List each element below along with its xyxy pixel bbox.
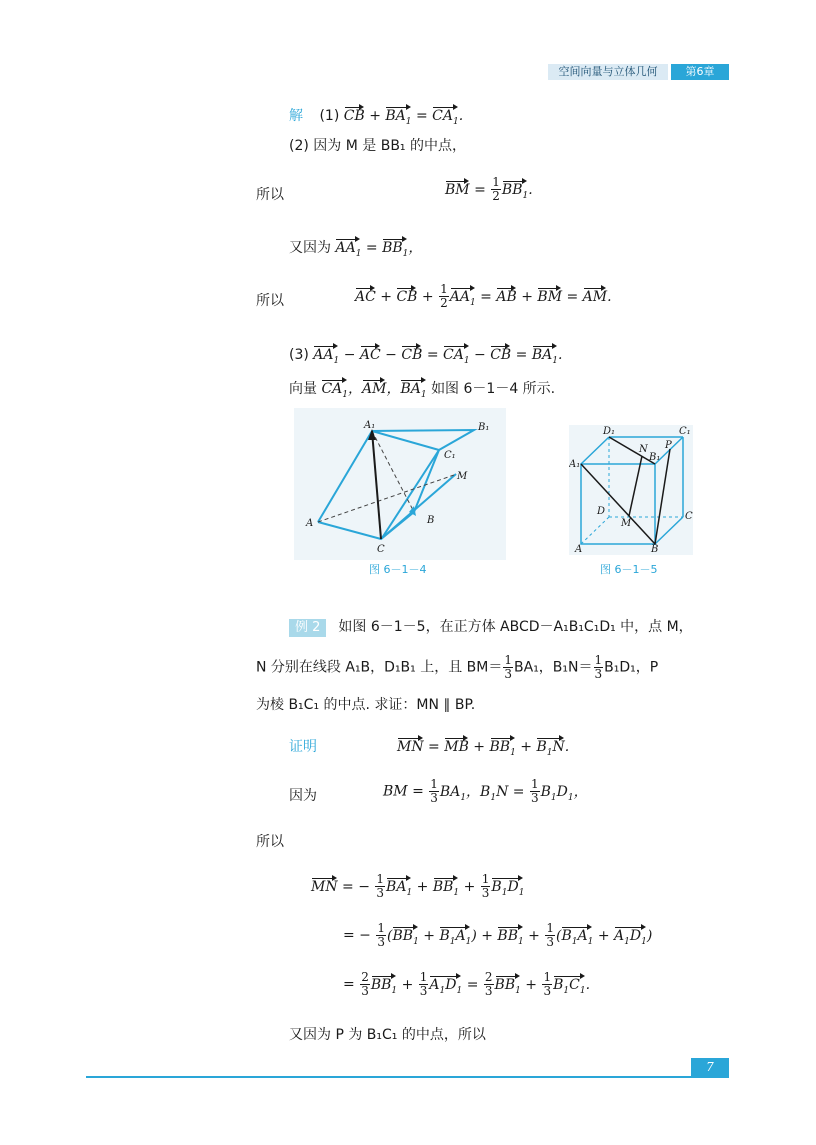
solution-part2: (2) 因为 M 是 BB₁ 的中点，: [289, 138, 466, 154]
svg-text:A: A: [306, 518, 314, 529]
vectors-text-a: 向量: [289, 381, 317, 397]
figure-6-1-5: [569, 425, 693, 555]
vectors-text-b: 如图 6－1－4 所示.: [431, 381, 556, 397]
svg-text:C₁: C₁: [444, 450, 456, 461]
figure-6-1-4-caption: 图 6－1－4: [369, 563, 427, 576]
part3-prefix: (3): [289, 347, 309, 363]
figure-6-1-4: [294, 408, 506, 560]
proof-equation-2: BM = $\frac{1}{3}$ $BA_1$，$B_1N$ = $\frac{1}{3}$ $B_1D_1$，: [383, 777, 588, 805]
also-because-label: 又因为: [289, 240, 331, 256]
svg-text:D: D: [597, 506, 606, 517]
svg-text:B₁: B₁: [649, 452, 661, 463]
svg-text:C: C: [377, 544, 385, 555]
so-label-proof: 所以: [256, 834, 284, 850]
svg-text:C: C: [685, 511, 693, 522]
chapter-number: 第6章: [671, 64, 729, 80]
example2-line2: N 分别在线段 A₁B，D₁B₁ 上，且 BM＝ $\frac{1}{3}$ BA₁，B₁N＝ $\frac{1}{3}$ B₁D₁，P: [256, 653, 659, 681]
also-because-line: 又因为 $AA_1 = BB_1$，: [289, 238, 422, 264]
svg-text:M: M: [457, 471, 468, 482]
svg-text:B: B: [651, 544, 659, 555]
part1-prefix: (1): [319, 108, 340, 124]
proof-label: 证明: [289, 739, 317, 755]
proof-equation-1: MN = MB + $BB_1 + B_1N$.: [397, 737, 569, 763]
proof-equation-3: MN = − $\frac{1}{3}$ $BA_1 + BB_1$ + $\frac{1}{3}$ $B_1D_1$: [311, 873, 524, 902]
example-badge: 例 2: [289, 619, 326, 637]
proof-equation-4: = − $\frac{1}{3}$ $(BB_1 + B_1A_1) + BB_1$ + $\frac{1}{3}$ $(B_1A_1 + A_1D_1)$: [343, 922, 652, 951]
example2-line2-c: B₁D₁，P: [604, 659, 659, 676]
svg-text:A₁: A₁: [364, 420, 376, 431]
svg-text:C₁: C₁: [679, 426, 691, 437]
proof-last-line: 又因为 P 为 B₁C₁ 的中点，所以: [289, 1027, 486, 1043]
svg-text:A: A: [575, 544, 583, 555]
page-number: 7: [691, 1058, 729, 1076]
example2-line3: 为棱 B₁C₁ 的中点. 求证：MN ∥ BP.: [256, 697, 476, 713]
chapter-title: 空间向量与立体几何: [548, 64, 668, 80]
because-label: 因为: [289, 788, 317, 804]
so-label-2: 所以: [256, 293, 284, 309]
figure-6-1-5-caption: 图 6－1－5: [600, 563, 658, 576]
solution-label: 解: [289, 108, 303, 124]
proof-equation-5: = $\frac{2}{3}$ $BB_1$ + $\frac{1}{3}$ $A_1D_1$ = $\frac{2}{3}$ $BB_1$ + $\frac{1}{3}$ $B_1C_1$.: [343, 971, 590, 1000]
vectors-description: 向量 $CA_1$，AM，$BA_1$ 如图 6－1－4 所示.: [289, 379, 555, 405]
svg-text:B₁: B₁: [478, 422, 490, 433]
equation-bm: BM = $\frac{1}{2}$ $BB_1$.: [445, 176, 533, 205]
page-header: [548, 64, 729, 80]
example2-line2-a: N 分别在线段 A₁B，D₁B₁ 上，且 BM＝: [256, 659, 503, 676]
example2-line1-text: 如图 6－1－5，在正方体 ABCD－A₁B₁C₁D₁ 中，点 M，: [338, 619, 693, 635]
example2-line2-b: BA₁，B₁N＝: [514, 659, 593, 676]
equation-sum: AC + CB + $\frac{1}{2}$ $AA_1$ = AB + BM = AM.: [355, 283, 612, 312]
svg-text:N: N: [639, 444, 648, 455]
solution-part1: 解 (1) CB + $BA_1 = CA_1$.: [289, 106, 463, 132]
footer-rule: [86, 1076, 729, 1078]
svg-text:P: P: [665, 440, 672, 451]
svg-text:A₁: A₁: [569, 459, 581, 470]
so-label-1: 所以: [256, 187, 284, 203]
svg-text:B: B: [427, 515, 435, 526]
svg-text:D₁: D₁: [603, 426, 616, 437]
solution-part3: (3) $AA_1$ − AC − CB = $CA_1$ − CB = $BA_1$.: [289, 345, 562, 371]
example2-line1: [289, 617, 693, 637]
svg-text:M: M: [621, 518, 632, 529]
